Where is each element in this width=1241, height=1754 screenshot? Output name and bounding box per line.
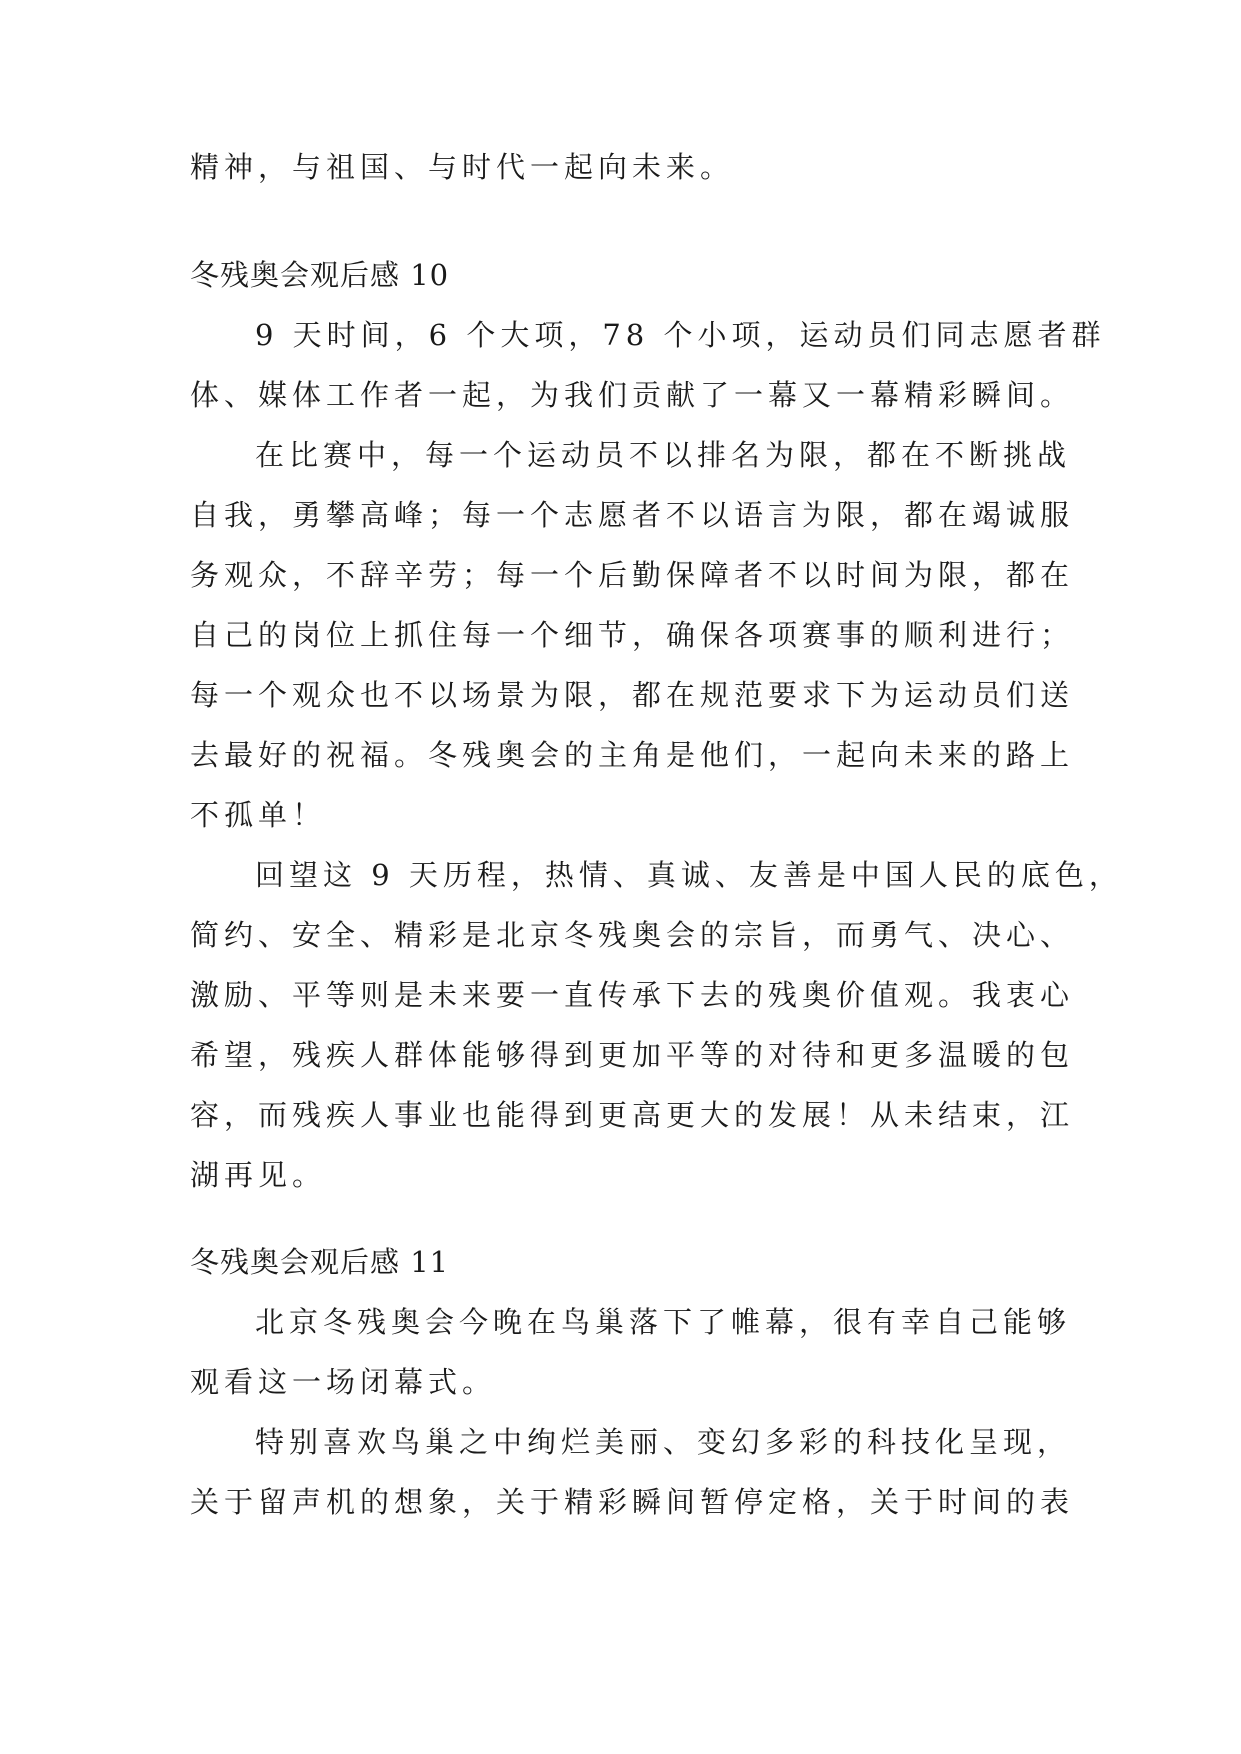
paragraph	[190, 1412, 1075, 1532]
text-line: 去最好的祝福。冬残奥会的主角是他们，一起向未来的路上	[190, 738, 1075, 772]
intro-paragraph	[190, 137, 1050, 197]
text-line: 体、媒体工作者一起，为我们贡献了一幕又一幕精彩瞬间。	[190, 378, 1075, 412]
paragraph	[190, 1292, 1072, 1412]
section-title: 冬残奥会观后感 10	[190, 258, 450, 292]
text-line: 希望，残疾人群体能够得到更加平等的对待和更多温暖的包	[190, 1038, 1075, 1072]
text-line: 精神，与祖国、与时代一起向未来。	[190, 150, 735, 184]
text-line: 观看这一场闭幕式。	[190, 1365, 497, 1399]
paragraph	[190, 845, 1123, 1205]
text-line: 9 天时间，6 个大项，78 个小项，运动员们同志愿者群	[255, 318, 1106, 352]
text-line: 容，而残疾人事业也能得到更高更大的发展！从未结束，江	[190, 1098, 1075, 1132]
text-line: 关于留声机的想象，关于精彩瞬间暂停定格，关于时间的表	[190, 1485, 1075, 1519]
text-line: 激励、平等则是未来要一直传承下去的残奥价值观。我衷心	[190, 978, 1075, 1012]
text-line: 回望这 9 天历程，热情、真诚、友善是中国人民的底色，	[255, 858, 1123, 892]
section-title: 冬残奥会观后感 11	[190, 1245, 450, 1279]
text-line: 湖再见。	[190, 1158, 327, 1192]
text-line: 每一个观众也不以场景为限，都在规范要求下为运动员们送	[190, 678, 1075, 712]
text-line: 自我，勇攀高峰；每一个志愿者不以语言为限，都在竭诚服	[190, 498, 1075, 532]
text-line: 北京冬残奥会今晚在鸟巢落下了帷幕，很有幸自己能够	[255, 1305, 1072, 1339]
text-line: 自己的岗位上抓住每一个细节，确保各项赛事的顺利进行；	[190, 618, 1075, 652]
section-10	[190, 245, 1123, 1205]
paragraph	[190, 425, 1075, 845]
text-line: 务观众，不辞辛劳；每一个后勤保障者不以时间为限，都在	[190, 558, 1075, 592]
text-line: 不孤单！	[190, 798, 327, 832]
text-line: 特别喜欢鸟巢之中绚烂美丽、变幻多彩的科技化呈现，	[255, 1425, 1072, 1459]
text-line: 在比赛中，每一个运动员不以排名为限，都在不断挑战	[255, 438, 1072, 472]
text-line: 简约、安全、精彩是北京冬残奥会的宗旨，而勇气、决心、	[190, 918, 1075, 952]
paragraph	[190, 305, 1106, 425]
section-11	[190, 1232, 1075, 1532]
